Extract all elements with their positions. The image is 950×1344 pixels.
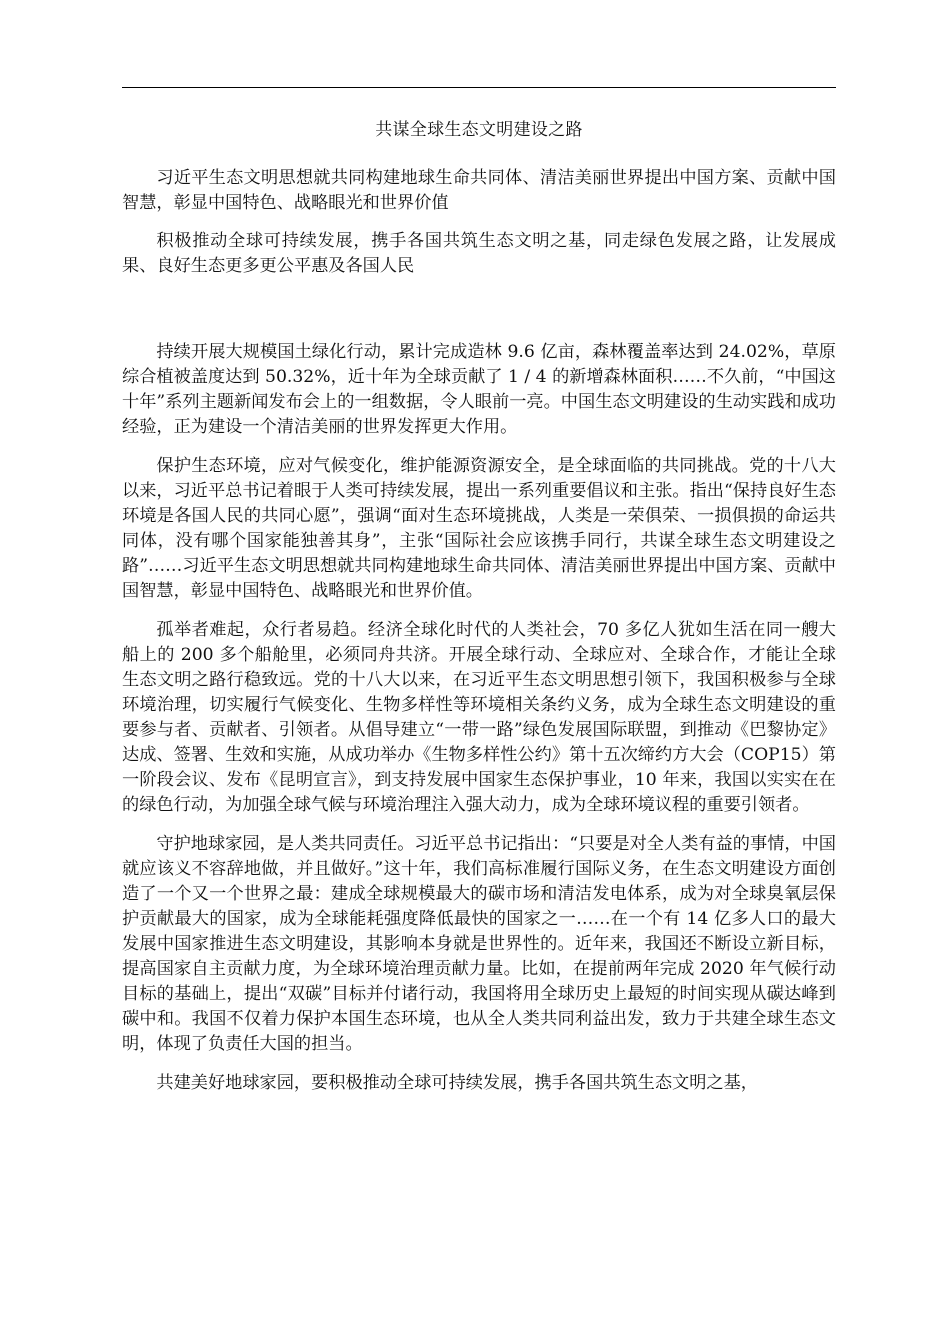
subtitle-2: 积极推动全球可持续发展，携手各国共筑生态文明之基，同走绿色发展之路，让发展成果、良好生态更多更公平惠及各国人民 xyxy=(122,231,836,276)
paragraph-4: 守护地球家园，是人类共同责任。习近平总书记指出：“只要是对全人类有益的事情，中国就应该义不容辞地做，并且做好。”这十年，我们高标准履行国际义务，在生态文明建设方面创造了一个又一个世界之最：建成全球规模最大的碳市场和清洁发电体系，成为对全球臭氧层保护贡献最大的国家，成为全球能耗强度降低最快的国家之一……在一个有 14 亿多人口的最大发展中国家推进生态文明建设，其影响本身就是世界性的。近年来，我国还不断设立新目标，提高国家自主贡献力度，为全球环境治理贡献力量。比如，在提前两年完成 2020 年气候行动目标的基础上，提出“双碳”目标并付诸行动，我国将用全球历史上最短的时间实现从碳达峰到碳中和。我国不仅着力保护本国生态环境，也从全人类共同利益出发，致力于共建全球生态文明，体现了负责任大国的担当。 xyxy=(122,834,836,1054)
paragraph-3: 孤举者难起，众行者易趋。经济全球化时代的人类社会，70 多亿人犹如生活在同一艘大船上的 200 多个船舱里，必须同舟共济。开展全球行动、全球应对、全球合作，才能让全球生态文明之路行稳致远。党的十八大以来，在习近平生态文明思想引领下，我国积极参与全球环境治理，切实履行气候变化、生物多样性等环境相关条约义务，成为全球生态文明建设的重要参与者、贡献者、引领者。从倡导建立“一带一路”绿色发展国际联盟，到推动《巴黎协定》达成、签署、生效和实施，从成功举办《生物多样性公约》第十五次缔约方大会（COP15）第一阶段会议、发布《昆明宣言》，到支持发展中国家生态保护事业，10 年来，我国以实实在在的绿色行动，为加强全球气候与环境治理注入强大动力，成为全球环境议程的重要引领者。 xyxy=(122,620,836,815)
header-rule xyxy=(122,87,836,88)
subtitle-1: 习近平生态文明思想就共同构建地球生命共同体、清洁美丽世界提出中国方案、贡献中国智慧，彰显中国特色、战略眼光和世界价值 xyxy=(122,168,836,213)
document-body xyxy=(122,118,836,1110)
paragraph-1: 持续开展大规模国土绿化行动，累计完成造林 9.6 亿亩，森林覆盖率达到 24.02%，草原综合植被盖度达到 50.32%，近十年为全球贡献了 1 / 4 的新增森林面积……不久前，“中国这十年”系列主题新闻发布会上的一组数据，令人眼前一亮。中国生态文明建设的生动实践和成功经验，正为建设一个清洁美丽的世界发挥更大作用。 xyxy=(122,342,836,437)
paragraph-2: 保护生态环境，应对气候变化，维护能源资源安全，是全球面临的共同挑战。党的十八大以来，习近平总书记着眼于人类可持续发展，提出一系列重要倡议和主张。指出“保持良好生态环境是各国人民的共同心愿”，强调“面对生态环境挑战，人类是一荣俱荣、一损俱损的命运共同体，没有哪个国家能独善其身”，主张“国际社会应该携手同行，共谋全球生态文明建设之路”……习近平生态文明思想就共同构建地球生命共同体、清洁美丽世界提出中国方案、贡献中国智慧，彰显中国特色、战略眼光和世界价值。 xyxy=(122,456,836,601)
section-spacer xyxy=(122,292,836,340)
paragraph-5: 共建美好地球家园，要积极推动全球可持续发展，携手各国共筑生态文明之基， xyxy=(156,1073,758,1093)
page-title: 共谋全球生态文明建设之路 xyxy=(375,120,583,140)
